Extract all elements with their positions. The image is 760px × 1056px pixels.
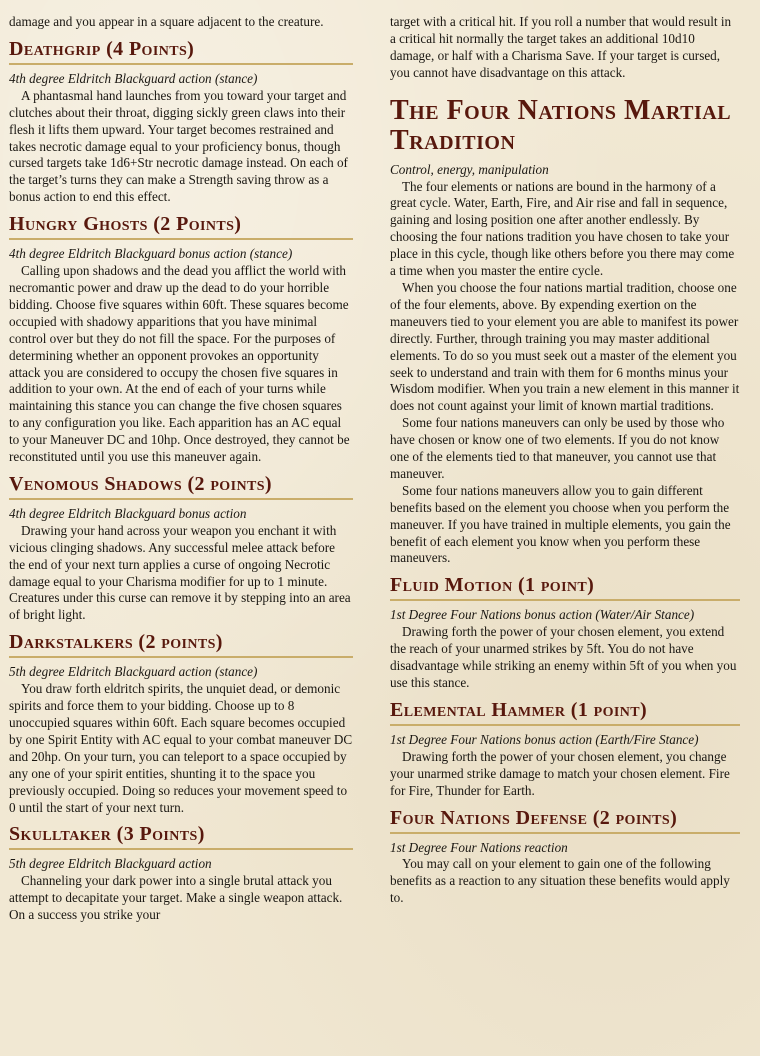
darkstalkers-body: You draw forth eldritch spirits, the unquiet dead, or demonic spirits and force them to your bidding. Choose up to 8 unoccupied squares within 60ft. Each square becomes occupied by one Spirit Entity with AC equal to your combat maneuver DC and 20hp. On your turn, you can teleport to a space occupied by any one of your spirit entities, shunting it to the space you previously occupied. Doing so reduces your movement speed to 0 until the start of your next turn. [9,681,353,815]
hungry-ghosts-body: Calling upon shadows and the dead you afflict the world with necromantic power and draw up the dead to do your horrible bidding. Choose five squares within 60ft. These squares become occupied with shadowy apparitions that you have minimal control over but they do not fill the space. For the purposes of determining whether an opponent provokes an opportunity attack you are considered to occupy the chosen five squares in addition to your own. At the end of each of your turns while maintaining this stance you can change the five chosen squares to any configuration you like. Each apparition has an AC equal to your Maneuver DC and 10hp. Once destroyed, they cannot be reconstituted until you use this maneuver again. [9,263,350,465]
right-column [390,14,740,907]
fluid-motion-subtitle: 1st Degree Four Nations bonus action (Water/Air Stance) [390,607,695,623]
venomous-shadows-heading: Venomous Shadows (2 points) [9,472,353,500]
deathgrip-heading: Deathgrip (4 Points) [9,37,353,65]
deathgrip-body: A phantasmal hand launches from you toward your target and clutches about their throat, digging sickly green claws into their flesh it lifts them upward. Your target becomes restrained and takes necrotic damage equal to your proficiency bonus, though cursed targets take 1d6+Str necrotic damage instead. On each of the target’s turns they can make a Strength saving throw as a bonus action to end this effect. [9,87,348,205]
skulltaker-subtitle: 5th degree Eldritch Blackguard action [9,856,212,872]
elemental-hammer-heading: Elemental Hammer (1 point) [390,698,740,726]
four-nations-defense-subtitle: 1st Degree Four Nations reaction [390,839,568,855]
darkstalkers-subtitle: 5th degree Eldritch Blackguard action (stance) [9,664,258,680]
fluid-motion-heading: Fluid Motion (1 point) [390,573,740,601]
fluid-motion-body: Drawing forth the power of your chosen element, you extend the reach of your unarmed strikes by 5ft. You do not have disadvantage while striking an enemy within 5ft of you when you use this stance. [390,624,737,690]
darkstalkers-heading: Darkstalkers (2 points) [9,630,353,658]
continuation-paragraph-right: target with a critical hit. If you roll a number that would result in a critical hit normally the target takes an additional 10d10 damage, or half with a Charisma Save. If your target is cursed, you cannot have disadvantage on this attack. [390,14,732,80]
skulltaker-heading: Skulltaker (3 Points) [9,822,353,850]
four-nations-body-4: Some four nations maneuvers allow you to gain different benefits based on the element you choose when you perform the maneuver. If you have trained in multiple elements, you gain the benefit of each element you know when you perform these maneuvers. [390,482,731,566]
elemental-hammer-body: Drawing forth the power of your chosen element, you change your unarmed strike damage to match your chosen element. Fire for Fire, Thunder for Earth. [390,748,730,798]
four-nations-subtitle: Control, energy, manipulation [390,161,549,177]
four-nations-body-2: When you choose the four nations martial tradition, choose one of the four elements, above. By expending exertion on the maneuvers tied to your element you are able to manifest its power directly. Further, through training you may master additional elements. To do so you must seek out a master of the element you seek to understand and train with them for 6 months minus your Wisdom modifier. When you train a new element in this manner it does not count against your limit of known martial traditions. [390,279,740,414]
four-nations-defense-body: You may call on your element to gain one of the following benefits as a reaction to any situation these benefits would apply to. [390,856,730,906]
four-nations-body-1: The four elements or nations are bound in the harmony of a great cycle. Water, Earth, Fire, and Air rise and fall in sequence, gaining and losing position one after another endlessly. By choosing the four nations tradition you have chosen to take your place in this cycle, though like others before you there may come a time when you master the entire cycle. [390,178,735,279]
elemental-hammer-subtitle: 1st Degree Four Nations bonus action (Earth/Fire Stance) [390,731,699,747]
hungry-ghosts-subtitle: 4th degree Eldritch Blackguard bonus action (stance) [9,246,293,262]
continuation-paragraph: damage and you appear in a square adjacent to the creature. [9,14,324,29]
skulltaker-body: Channeling your dark power into a single brutal attack you attempt to decapitate your target. Make a single weapon attack. On a success you strike your [9,873,343,923]
venomous-shadows-body: Drawing your hand across your weapon you enchant it with vicious clinging shadows. Any successful melee attack before the end of your next turn applies a curse of ongoing Necrotic damage equal to your Charisma modifier for up to 1 minute. Creatures under this curse can remove it by stepping into an area of bright light. [9,522,351,623]
four-nations-defense-heading: Four Nations Defense (2 points) [390,806,740,834]
left-column [9,14,353,924]
venomous-shadows-subtitle: 4th degree Eldritch Blackguard bonus action [9,505,247,521]
four-nations-heading: The Four Nations Martial Tradition [390,94,732,156]
hungry-ghosts-heading: Hungry Ghosts (2 Points) [9,212,353,240]
deathgrip-subtitle: 4th degree Eldritch Blackguard action (stance) [9,70,258,86]
four-nations-body-3: Some four nations maneuvers can only be used by those who have chosen or know one of two elements. If you do not know one of the elements tied to that maneuver, you cannot use that maneuver. [390,415,725,481]
